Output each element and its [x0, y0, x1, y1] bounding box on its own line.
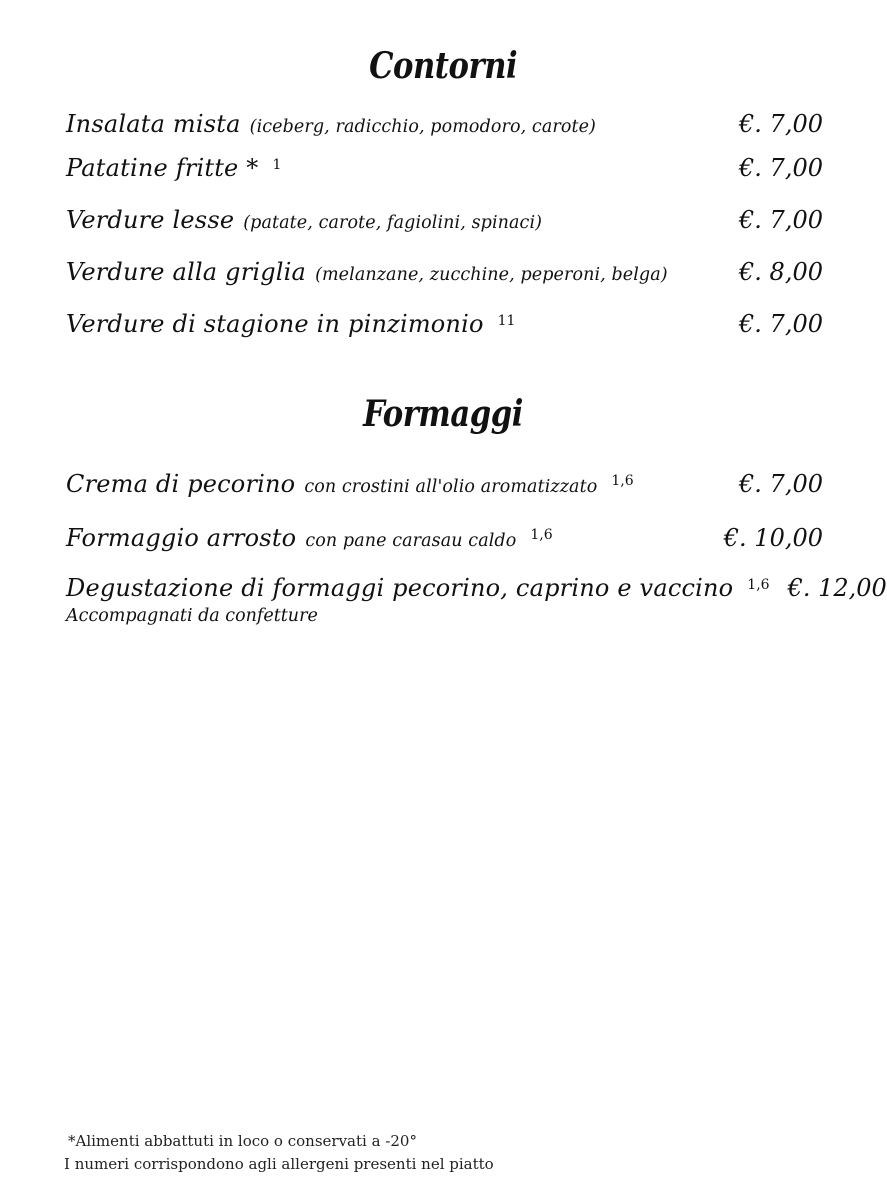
item-price: €. 7,00 [739, 154, 823, 182]
item-price: €. 7,00 [739, 206, 823, 234]
item-left [66, 524, 553, 552]
section-title-formaggi [0, 393, 887, 435]
item-name: Degustazione di formaggi pecorino, caprino e vaccino [66, 574, 734, 602]
item-left [66, 310, 515, 338]
item-name: Formaggio arrosto [66, 524, 297, 552]
item-left [66, 206, 542, 234]
footer-note-frozen-food: *Alimenti abbattuti in loco o conservati a -20° [68, 1132, 417, 1150]
item-description: (iceberg, radicchio, pomodoro, carote) [249, 117, 596, 137]
menu-item-formaggio-arrosto [66, 524, 823, 552]
item-name: Crema di pecorino [66, 470, 296, 498]
item-price: €. 10,00 [723, 524, 823, 552]
section-title-text: Contorni [369, 45, 518, 87]
menu-item-verdure-lesse [66, 206, 823, 234]
item-price: €. 7,00 [739, 470, 823, 498]
item-description: (melanzane, zucchine, peperoni, belga) [315, 265, 668, 285]
item-allergens: 1 [272, 157, 282, 173]
item-price: €. 8,00 [739, 258, 823, 286]
section-title-contorni [0, 45, 887, 87]
item-price: €. 12,00 [787, 574, 887, 602]
item-description: con pane carasau caldo [305, 531, 517, 551]
menu-item-insalata-mista [66, 110, 823, 138]
item-left [66, 574, 770, 602]
item-allergens: 11 [497, 313, 516, 329]
menu-item-degustazione-di-formaggi [66, 574, 887, 602]
item-description: con crostini all'olio aromatizzato [304, 477, 598, 497]
item-price: €. 7,00 [739, 110, 823, 138]
menu-item-verdure-di-stagione [66, 310, 823, 338]
item-left [66, 110, 596, 138]
item-name: Patatine fritte * [66, 154, 259, 182]
item-name: Verdure alla griglia [66, 258, 307, 286]
menu-item-patatine-fritte [66, 154, 823, 182]
item-left [66, 154, 281, 182]
menu-item-verdure-alla-griglia [66, 258, 823, 286]
menu-item-crema-di-pecorino [66, 470, 823, 498]
item-allergens: 1,6 [530, 527, 553, 543]
item-name: Insalata mista [66, 110, 241, 138]
item-allergens: 1,6 [611, 473, 634, 489]
item-allergens: 1,6 [747, 577, 770, 593]
footer-note-allergens: I numeri corrispondono agli allergeni presenti nel piatto [64, 1155, 494, 1173]
item-name: Verdure lesse [66, 206, 235, 234]
item-note: Accompagnati da confetture [66, 606, 318, 626]
item-name: Verdure di stagione in pinzimonio [66, 310, 484, 338]
section-title-text: Formaggi [363, 393, 524, 435]
footer-notes [64, 1130, 494, 1176]
item-left [66, 258, 668, 286]
item-description: (patate, carote, fagiolini, spinaci) [243, 213, 543, 233]
item-left [66, 470, 634, 498]
item-price: €. 7,00 [739, 310, 823, 338]
